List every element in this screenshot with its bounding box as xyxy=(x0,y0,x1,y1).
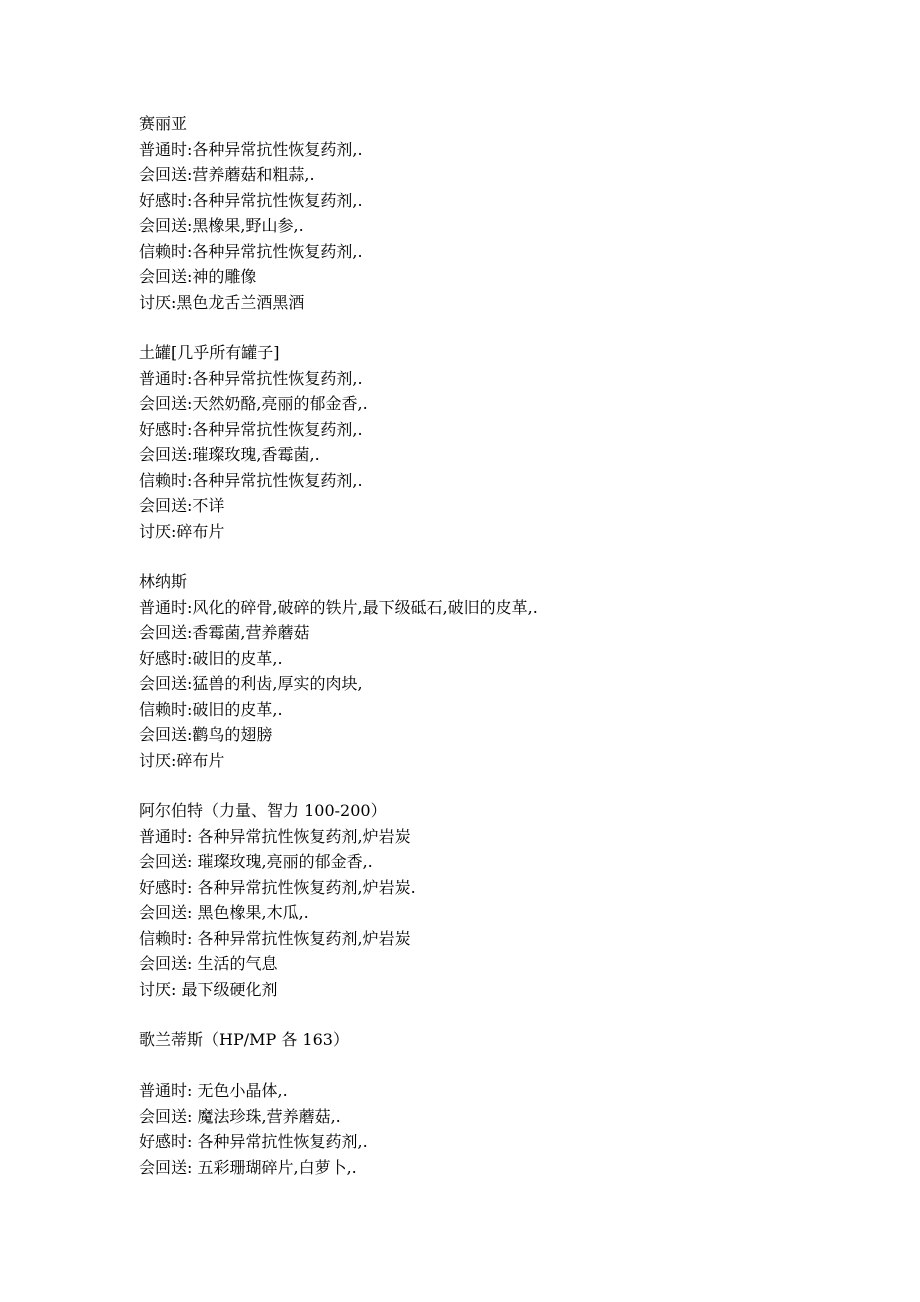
text-line: 好感时: 各种异常抗性恢复药剂,. xyxy=(139,1132,368,1151)
npc-name: 阿尔伯特（力量、智力 100-200） xyxy=(139,801,387,820)
text-line: 会回送:鹳鸟的翅膀 xyxy=(139,725,273,744)
text-line: 会回送:天然奶酪,亮丽的郁金香,. xyxy=(139,394,368,413)
text-line: 普通时:风化的碎骨,破碎的铁片,最下级砥石,破旧的皮革,. xyxy=(139,597,538,617)
document-page xyxy=(139,111,839,1205)
text-line: 会回送: 生活的气息 xyxy=(139,954,278,973)
npc-section-seria xyxy=(139,111,839,315)
npc-name: 歌兰蒂斯（HP/MP 各 163） xyxy=(139,1030,349,1049)
text-line: 普通时:各种异常抗性恢复药剂,. xyxy=(139,139,363,159)
text-line: 会回送: 璀璨玫瑰,亮丽的郁金香,. xyxy=(139,852,373,871)
text-line: 普通时: 无色小晶体,. xyxy=(139,1081,288,1100)
blank-line xyxy=(139,1053,839,1079)
text-line: 会回送:猛兽的利齿,厚实的肉块, xyxy=(139,674,363,693)
text-line: 会回送:神的雕像 xyxy=(139,267,257,286)
text-line: 普通时:各种异常抗性恢复药剂,. xyxy=(139,368,363,388)
npc-name: 土罐[几乎所有罐子] xyxy=(139,343,280,362)
text-line: 讨厌:碎布片 xyxy=(139,750,225,770)
text-line: 会回送:香霉菌,营养蘑菇 xyxy=(139,623,310,642)
text-line: 会回送:黑橡果,野山参,. xyxy=(139,216,304,235)
npc-section-linus xyxy=(139,569,839,773)
text-line: 好感时: 各种异常抗性恢复药剂,炉岩炭. xyxy=(139,877,416,897)
npc-name: 赛丽亚 xyxy=(139,114,188,133)
text-line: 信赖时:各种异常抗性恢复药剂,. xyxy=(139,241,363,261)
npc-name: 林纳斯 xyxy=(139,572,188,591)
text-line: 会回送: 魔法珍珠,营养蘑菇,. xyxy=(139,1106,341,1126)
npc-section-albert xyxy=(139,798,839,1002)
text-line: 会回送:不详 xyxy=(139,496,225,515)
text-line: 会回送: 五彩珊瑚碎片,白萝卜,. xyxy=(139,1157,357,1177)
text-line: 普通时: 各种异常抗性恢复药剂,炉岩炭 xyxy=(139,826,411,846)
text-line: 会回送:营养蘑菇和粗蒜,. xyxy=(139,165,315,184)
text-line: 讨厌:碎布片 xyxy=(139,521,225,541)
text-line: 讨厌: 最下级硬化剂 xyxy=(139,979,278,999)
npc-section-grandis xyxy=(139,1027,839,1180)
text-line: 会回送:璀璨玫瑰,香霉菌,. xyxy=(139,445,320,464)
text-line: 信赖时:各种异常抗性恢复药剂,. xyxy=(139,470,363,490)
npc-section-jar xyxy=(139,340,839,544)
text-line: 好感时:各种异常抗性恢复药剂,. xyxy=(139,190,363,210)
text-line: 好感时:破旧的皮革,. xyxy=(139,648,283,668)
text-line: 信赖时:破旧的皮革,. xyxy=(139,699,283,719)
text-line: 会回送: 黑色橡果,木瓜,. xyxy=(139,903,309,922)
text-line: 好感时:各种异常抗性恢复药剂,. xyxy=(139,419,363,439)
text-line: 讨厌:黑色龙舌兰酒黑酒 xyxy=(139,292,305,312)
text-line: 信赖时: 各种异常抗性恢复药剂,炉岩炭 xyxy=(139,928,411,948)
